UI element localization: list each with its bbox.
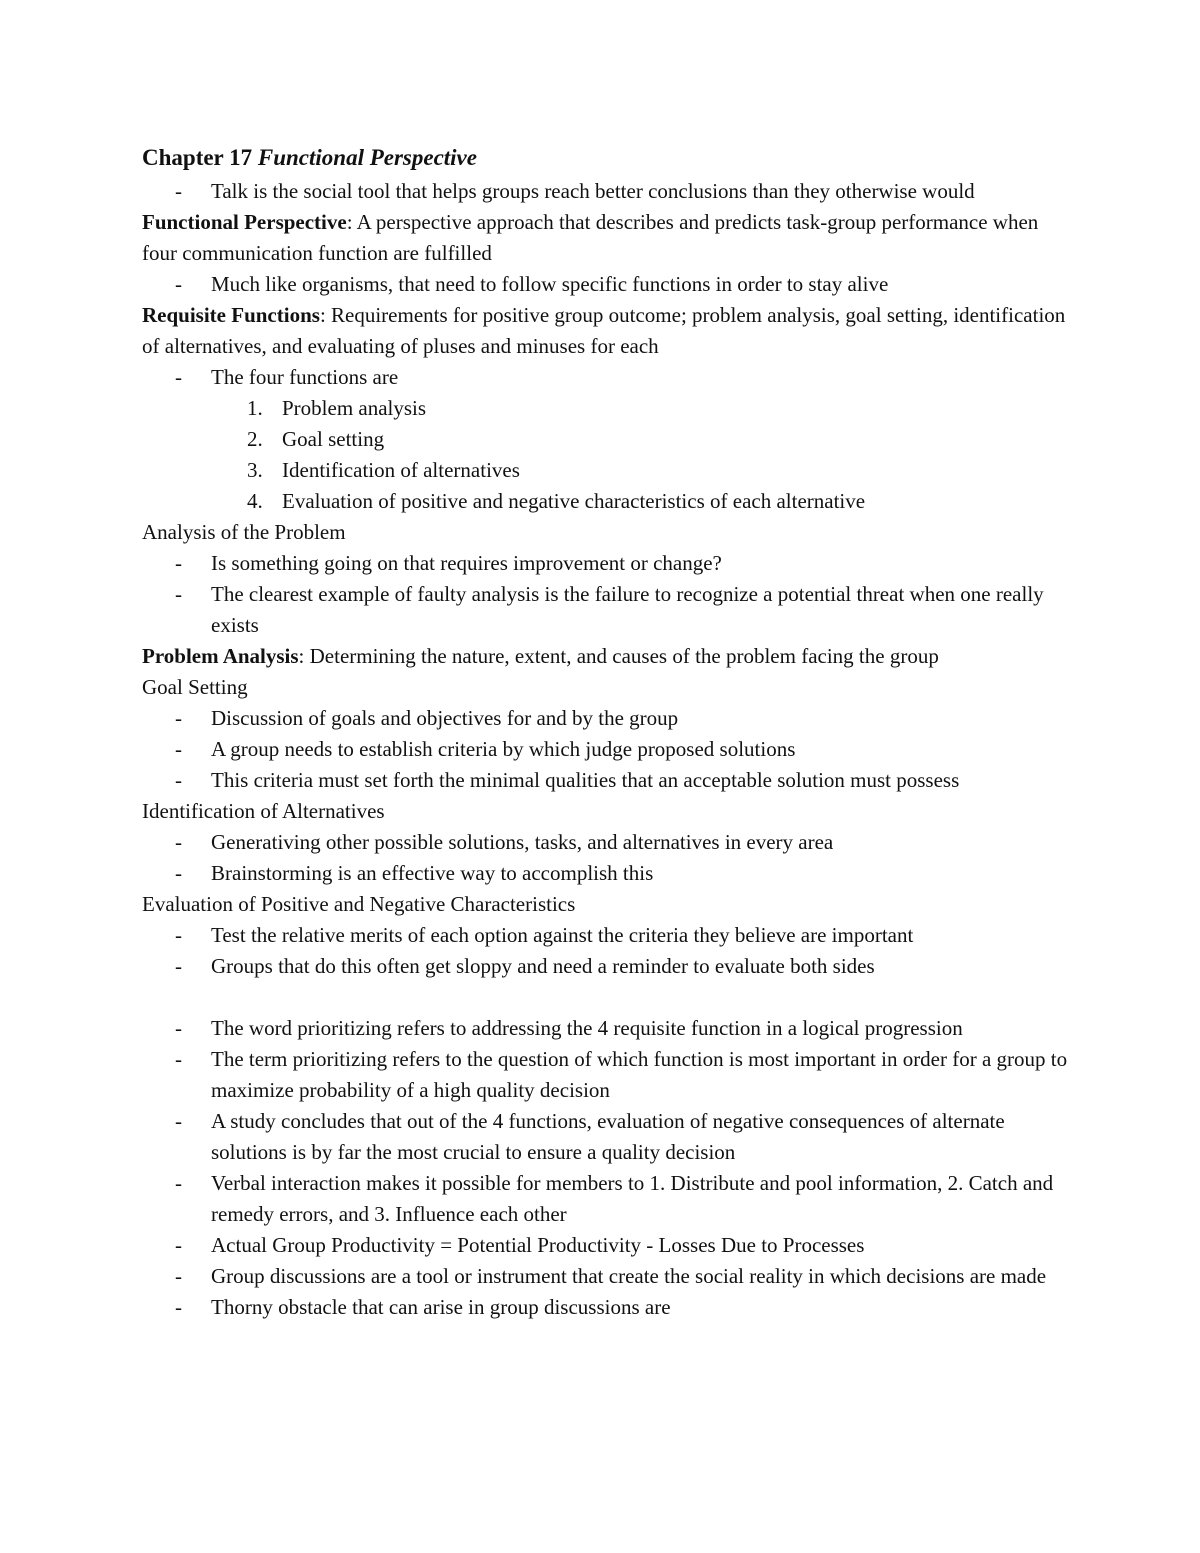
definition-requisite-functions <box>142 300 1072 362</box>
section-heading-goal-setting: Goal Setting <box>142 675 248 699</box>
bullet-text: A group needs to establish criteria by which judge proposed solutions <box>211 737 796 761</box>
item-text: Goal setting <box>282 427 385 451</box>
item-text: Problem analysis <box>282 396 427 420</box>
list-item <box>142 1292 1072 1323</box>
numbered-item <box>142 424 1072 455</box>
blank-line <box>142 982 1072 1013</box>
definition-text: : Determining the nature, extent, and causes of the problem facing the group <box>298 644 939 668</box>
bullet-text: The term prioritizing refers to the question of which function is most important in order for a group to maximize probability of a high quality decision <box>211 1047 1068 1102</box>
item-number: 2. <box>247 427 263 451</box>
item-number: 1. <box>247 396 263 420</box>
bullet-text: Talk is the social tool that helps groups reach better conclusions than they otherwise would <box>211 179 975 203</box>
dash-marker: - <box>175 179 182 203</box>
list-item <box>142 951 1072 982</box>
bullet-text: Verbal interaction makes it possible for members to 1. Distribute and pool information, 2. Catch and remedy errors, and 3. Influence each other <box>211 1171 1054 1226</box>
dash-marker: - <box>175 923 182 947</box>
dash-marker: - <box>175 365 182 389</box>
dash-marker: - <box>175 1233 182 1257</box>
dash-marker: - <box>175 1047 182 1071</box>
list-item <box>142 176 1072 207</box>
list-item <box>142 920 1072 951</box>
bullet-text: Test the relative merits of each option against the criteria they believe are important <box>211 923 914 947</box>
list-item <box>142 734 1072 765</box>
item-number: 3. <box>247 458 263 482</box>
bullet-text: Is something going on that requires improvement or change? <box>211 551 722 575</box>
definition-text: : Requirements for positive group outcome; problem analysis, goal setting, identification of alternatives, and evaluating of pluses and minuses for each <box>142 303 1066 358</box>
term: Functional Perspective <box>142 210 347 234</box>
definition-text: : A perspective approach that describes and predicts task-group performance when four communication function are fulfilled <box>142 210 1039 265</box>
list-item <box>142 858 1072 889</box>
item-text: Evaluation of positive and negative characteristics of each alternative <box>282 489 866 513</box>
dash-marker: - <box>175 861 182 885</box>
bullet-text: Much like organisms, that need to follow specific functions in order to stay alive <box>211 272 889 296</box>
bullet-text: Generativing other possible solutions, tasks, and alternatives in every area <box>211 830 834 854</box>
bullet-text: Brainstorming is an effective way to accomplish this <box>211 861 654 885</box>
bullet-text: A study concludes that out of the 4 functions, evaluation of negative consequences of alternate solutions is by far the most crucial to ensure a quality decision <box>211 1109 1005 1164</box>
dash-marker: - <box>175 272 182 296</box>
dash-marker: - <box>175 1264 182 1288</box>
list-item <box>142 1261 1072 1292</box>
list-item <box>142 1168 1072 1230</box>
list-item <box>142 703 1072 734</box>
dash-marker: - <box>175 551 182 575</box>
bullet-text: The four functions are <box>211 365 399 389</box>
item-text: Identification of alternatives <box>282 458 520 482</box>
list-item <box>142 548 1072 579</box>
term: Problem Analysis <box>142 644 299 668</box>
dash-marker: - <box>175 706 182 730</box>
section-heading-alternatives: Identification of Alternatives <box>142 799 385 823</box>
bullet-text: Groups that do this often get sloppy and need a reminder to evaluate both sides <box>211 954 875 978</box>
dash-marker: - <box>175 954 182 978</box>
bullet-text: Group discussions are a tool or instrument that create the social reality in which decisions are made <box>211 1264 1047 1288</box>
list-item <box>142 1044 1072 1106</box>
list-item <box>142 1013 1072 1044</box>
chapter-subject: Functional Perspective <box>257 145 477 170</box>
list-item <box>142 269 1072 300</box>
document-body <box>142 176 1072 1323</box>
chapter-title <box>142 142 477 174</box>
section-heading-analysis: Analysis of the Problem <box>142 520 346 544</box>
bullet-text: This criteria must set forth the minimal qualities that an acceptable solution must possess <box>211 768 960 792</box>
bullet-text: The word prioritizing refers to addressing the 4 requisite function in a logical progression <box>211 1016 963 1040</box>
bullet-text: Thorny obstacle that can arise in group discussions are <box>211 1295 671 1319</box>
list-item <box>142 827 1072 858</box>
term: Requisite Functions <box>142 303 320 327</box>
dash-marker: - <box>175 737 182 761</box>
bullet-text: Discussion of goals and objectives for and by the group <box>211 706 679 730</box>
list-item <box>142 362 1072 393</box>
dash-marker: - <box>175 1171 182 1195</box>
chapter-number: Chapter 17 <box>142 145 253 170</box>
list-item <box>142 765 1072 796</box>
dash-marker: - <box>175 768 182 792</box>
numbered-item <box>142 393 1072 424</box>
dash-marker: - <box>175 582 182 606</box>
list-item <box>142 579 1072 641</box>
section-heading-evaluation: Evaluation of Positive and Negative Characteristics <box>142 892 576 916</box>
bullet-text: The clearest example of faulty analysis is the failure to recognize a potential threat when one really exists <box>211 582 1044 637</box>
bullet-text: Actual Group Productivity = Potential Productivity - Losses Due to Processes <box>211 1233 865 1257</box>
list-item <box>142 1106 1072 1168</box>
item-number: 4. <box>247 489 263 513</box>
dash-marker: - <box>175 1109 182 1133</box>
definition-problem-analysis <box>142 641 1072 672</box>
numbered-item <box>142 486 1072 517</box>
definition-functional-perspective <box>142 207 1072 269</box>
dash-marker: - <box>175 1295 182 1319</box>
list-item <box>142 1230 1072 1261</box>
numbered-item <box>142 455 1072 486</box>
dash-marker: - <box>175 830 182 854</box>
dash-marker: - <box>175 1016 182 1040</box>
